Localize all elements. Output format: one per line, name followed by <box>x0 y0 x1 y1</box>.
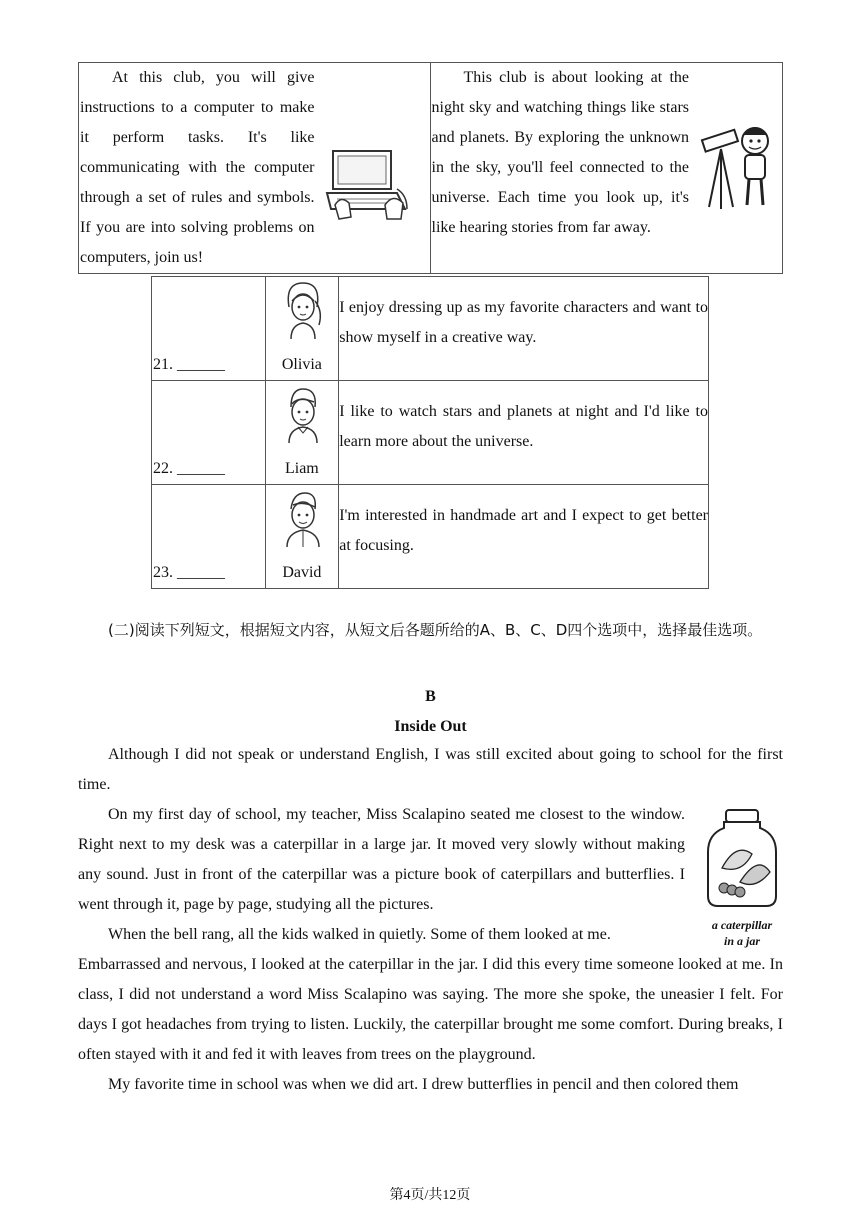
passage-letter: B <box>425 688 436 705</box>
laptop-icon <box>325 147 415 223</box>
section-instruction: (二)阅读下列短文，根据短文内容，从短文后各题所给的A、B、C、D四个选项中，选择最佳选项。 <box>108 621 763 639</box>
answer-blank: 21. ______ <box>152 277 266 381</box>
jar-caption: in a jar <box>723 934 760 948</box>
student-cell <box>265 485 339 589</box>
girl-avatar-icon <box>279 281 327 341</box>
students-table <box>151 276 709 589</box>
student-row <box>152 485 709 589</box>
clubs-table <box>78 62 783 274</box>
club-description: At this club, you will give instructions to a computer to make it perform tasks. It's like communicating with the computer through a set of rules and symbols. If you are into solving problems on computers, join us! <box>80 69 315 266</box>
jar-icon <box>700 808 784 908</box>
student-row <box>152 277 709 381</box>
club-cell-astronomy <box>430 63 782 274</box>
paragraph: Embarrassed and nervous, I looked at the caterpillar in the jar. I did this every time someone looked at me. In class, I did not understand a word Miss Scalapino was saying. The more she spoke, the uneasier I felt. For days I got headaches from trying to listen. Luckily, the caterpillar brought me some comfort. During breaks, I often stayed with it and fed it with leaves from trees on the playground. <box>78 956 783 1063</box>
boy-avatar-icon <box>279 385 327 445</box>
paragraph: On my first day of school, my teacher, Miss Scalapino seated me closest to the window. Right next to my desk was a caterpillar in a large jar. It moved very slowly without making any sound. Just in front of the caterpillar was a picture book of caterpillars and butterflies. I went through it, page by page, studying all the pictures. <box>78 806 685 913</box>
paragraph: My favorite time in school was when we did art. I drew butterflies in pencil and then colored them <box>108 1076 739 1093</box>
telescope-icon <box>699 119 777 213</box>
caterpillar-jar-image <box>700 808 784 948</box>
student-statement: I like to watch stars and planets at night and I'd like to learn more about the universe. <box>339 381 709 485</box>
student-name: Liam <box>284 460 319 477</box>
boy-avatar-icon <box>279 489 327 549</box>
student-name: Olivia <box>281 356 322 373</box>
student-statement: I'm interested in handmade art and I expect to get better at focusing. <box>339 485 709 589</box>
student-cell <box>265 277 339 381</box>
student-cell <box>265 381 339 485</box>
paragraph: When the bell rang, all the kids walked in quietly. Some of them looked at me. <box>108 926 611 943</box>
passage-title: Inside Out <box>394 718 467 735</box>
student-name: David <box>282 564 322 581</box>
answer-blank: 23. ______ <box>152 485 266 589</box>
student-statement: I enjoy dressing up as my favorite characters and want to show myself in a creative way. <box>339 277 709 381</box>
page-footer: 第4页/共12页 <box>389 1188 471 1203</box>
jar-caption: a caterpillar <box>711 918 773 932</box>
answer-blank: 22. ______ <box>152 381 266 485</box>
club-description: This club is about looking at the night sky and watching things like stars and planets. By exploring the unknown in the sky, you'll feel connected to the universe. Each time you look up, it's like hearing stories from far away. <box>431 69 689 236</box>
paragraph: Although I did not speak or understand English, I was still excited about going to school for the first time. <box>78 746 783 793</box>
club-cell-coding <box>79 63 431 274</box>
student-row <box>152 381 709 485</box>
